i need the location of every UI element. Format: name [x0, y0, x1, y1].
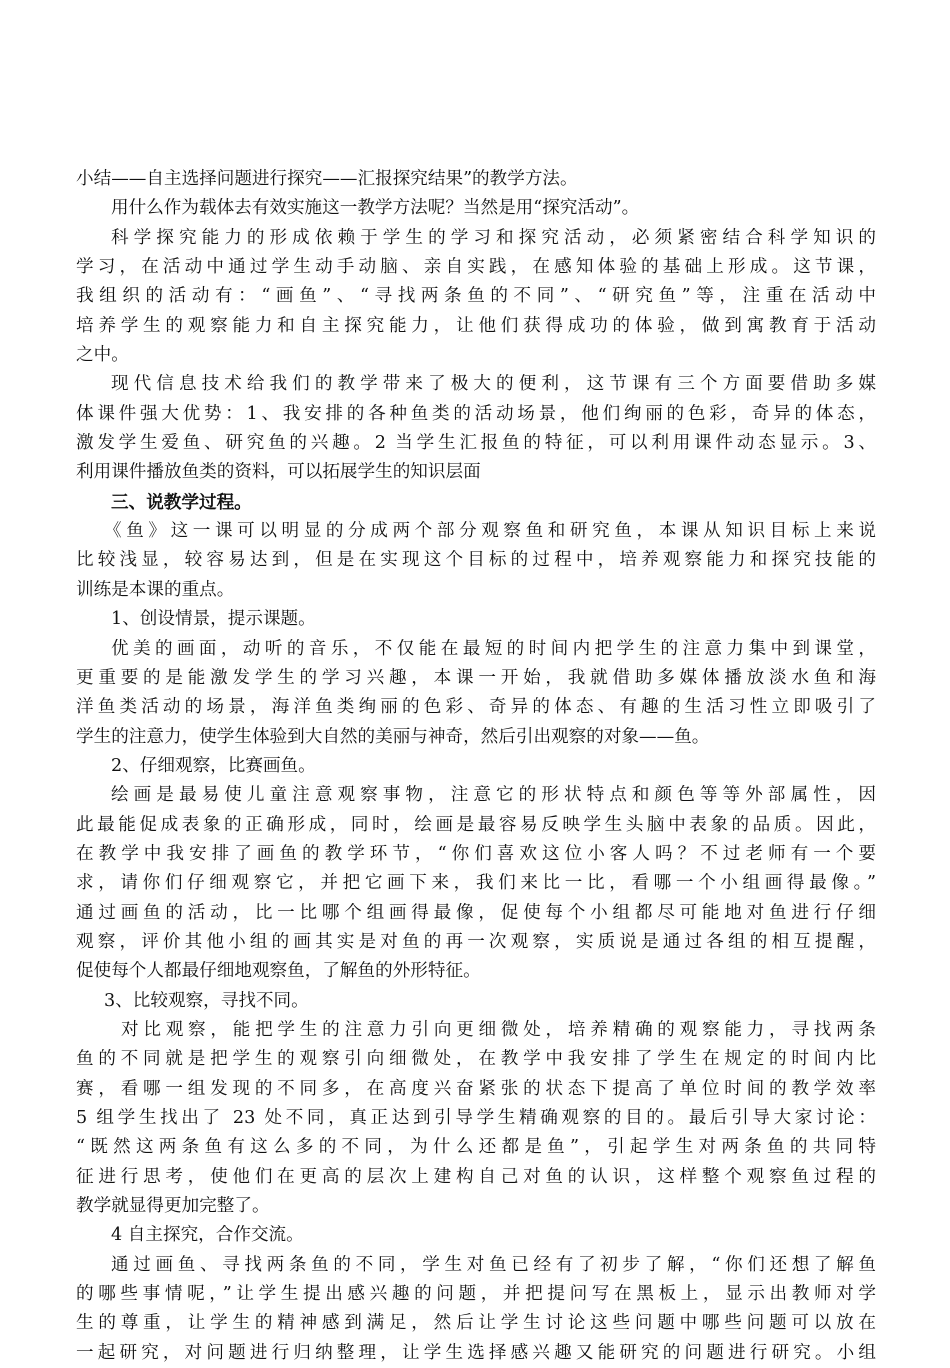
- text-line: 培养学生的观察能力和自主探究能力，让他们获得成功的体验，做到寓教育于活动: [76, 315, 876, 336]
- text-line: 教学就显得更加完整了。: [76, 1196, 270, 1217]
- text-line: 之中。: [76, 345, 129, 366]
- text-line: 体课件强大优势：1、我安排的各种鱼类的活动场景，他们绚丽的色彩，奇异的体态，: [76, 403, 876, 424]
- text-line: 训练是本课的重点。: [76, 579, 235, 600]
- text-line: 征进行思考，使他们在更高的层次上建构自己对鱼的认识，这样整个观察鱼过程的: [76, 1166, 876, 1187]
- text-line: 利用课件播放鱼类的资料，可以拓展学生的知识层面: [76, 462, 481, 483]
- text-line: 洋鱼类活动的场景，海洋鱼类绚丽的色彩、奇异的体态、有趣的生活习性立即吸引了: [76, 697, 876, 718]
- text-line: “既然这两条鱼有这么多的不同，为什么还都是鱼”，引起学生对两条鱼的共同特: [76, 1137, 876, 1158]
- text-line: 更重要的是能激发学生的学习兴趣，本课一开始，我就借助多媒体播放淡水鱼和海: [76, 667, 876, 688]
- text-line: 科学探究能力的形成依赖于学生的学习和探究活动，必须紧密结合科学知识的: [111, 227, 876, 248]
- text-line: 鱼的不同就是把学生的观察引向细微处，在教学中我安排了学生在规定的时间内比: [76, 1049, 876, 1070]
- subheading: 1、创设情景，提示课题。: [111, 609, 316, 630]
- text-line: 对比观察，能把学生的注意力引向更细微处，培养精确的观察能力，寻找两条: [121, 1019, 876, 1040]
- text-line: 用什么作为载体去有效实施这一教学方法呢？当然是用“探究活动”。: [111, 198, 640, 219]
- document-page: [76, 165, 876, 1368]
- text-line: 观察，评价其他小组的画其实是对鱼的再一次观察，实质说是通过各组的相互提醒，: [76, 931, 876, 952]
- subheading: 3、比较观察，寻找不同。: [104, 990, 309, 1011]
- text-line: 学习，在活动中通过学生动手动脑、亲自实践，在感知体验的基础上形成。这节课，: [76, 257, 876, 278]
- subheading: 4 自主探究，合作交流。: [111, 1225, 304, 1246]
- text-line: 优美的画面，动听的音乐，不仅能在最短的时间内把学生的注意力集中到课堂，: [111, 638, 876, 659]
- text-line: 比较浅显，较容易达到，但是在实现这个目标的过程中，培养观察能力和探究技能的: [76, 550, 876, 571]
- text-line: 通过画鱼、寻找两条鱼的不同，学生对鱼已经有了初步了解，“你们还想了解鱼: [111, 1254, 876, 1275]
- text-line: 促使每个人都最仔细地观察鱼，了解鱼的外形特征。: [76, 961, 481, 982]
- text-line: 的哪些事情呢，”让学生提出感兴趣的问题，并把提问写在黑板上，显示出教师对学: [76, 1284, 876, 1305]
- text-line: 我组织的活动有：“画鱼”、“寻找两条鱼的不同”、“研究鱼”等，注重在活动中: [76, 286, 876, 307]
- text-line: 一起研究，对问题进行归纳整理，让学生选择感兴趣又能研究的问题进行研究。小组: [76, 1342, 876, 1363]
- text-line: 激发学生爱鱼、研究鱼的兴趣。2 当学生汇报鱼的特征，可以利用课件动态显示。3、: [76, 433, 876, 454]
- text-line: 5 组学生找出了 23 处不同，真正达到引导学生精确观察的目的。最后引导大家讨论：: [76, 1108, 876, 1128]
- text-line: 绘画是最易使儿童注意观察事物，注意它的形状特点和颜色等等外部属性，因: [111, 785, 876, 806]
- text-line: 生的尊重，让学生的精神感到满足，然后让学生讨论这些问题中哪些问题可以放在: [76, 1313, 876, 1334]
- text-line: 学生的注意力，使学生体验到大自然的美丽与神奇，然后引出观察的对象——鱼。: [76, 726, 710, 747]
- subheading: 2、仔细观察，比赛画鱼。: [111, 755, 316, 776]
- text-line: 赛，看哪一组发现的不同多，在高度兴奋紧张的状态下提高了单位时间的教学效率: [76, 1078, 876, 1099]
- text-line: 在教学中我安排了画鱼的教学环节，“你们喜欢这位小客人吗？不过老师有一个要: [76, 843, 876, 864]
- text-line: 《鱼》这一课可以明显的分成两个部分观察鱼和研究鱼，本课从知识目标上来说: [104, 521, 876, 542]
- text-line: 此最能促成表象的正确形成，同时，绘画是最容易反映学生头脑中表象的品质。因此，: [76, 814, 876, 835]
- text-line: 小结——自主选择问题进行探究——汇报探究结果”的教学方法。: [76, 169, 578, 189]
- text-line: 通过画鱼的活动，比一比哪个组画得最像，促使每个小组都尽可能地对鱼进行仔细: [76, 902, 876, 923]
- section-heading: 三、说教学过程。: [111, 491, 252, 513]
- text-line: 现代信息技术给我们的教学带来了极大的便利，这节课有三个方面要借助多媒: [111, 374, 876, 395]
- text-line: 求，请你们仔细观察它，并把它画下来，我们来比一比，看哪一个小组画得最像。”: [76, 873, 876, 894]
